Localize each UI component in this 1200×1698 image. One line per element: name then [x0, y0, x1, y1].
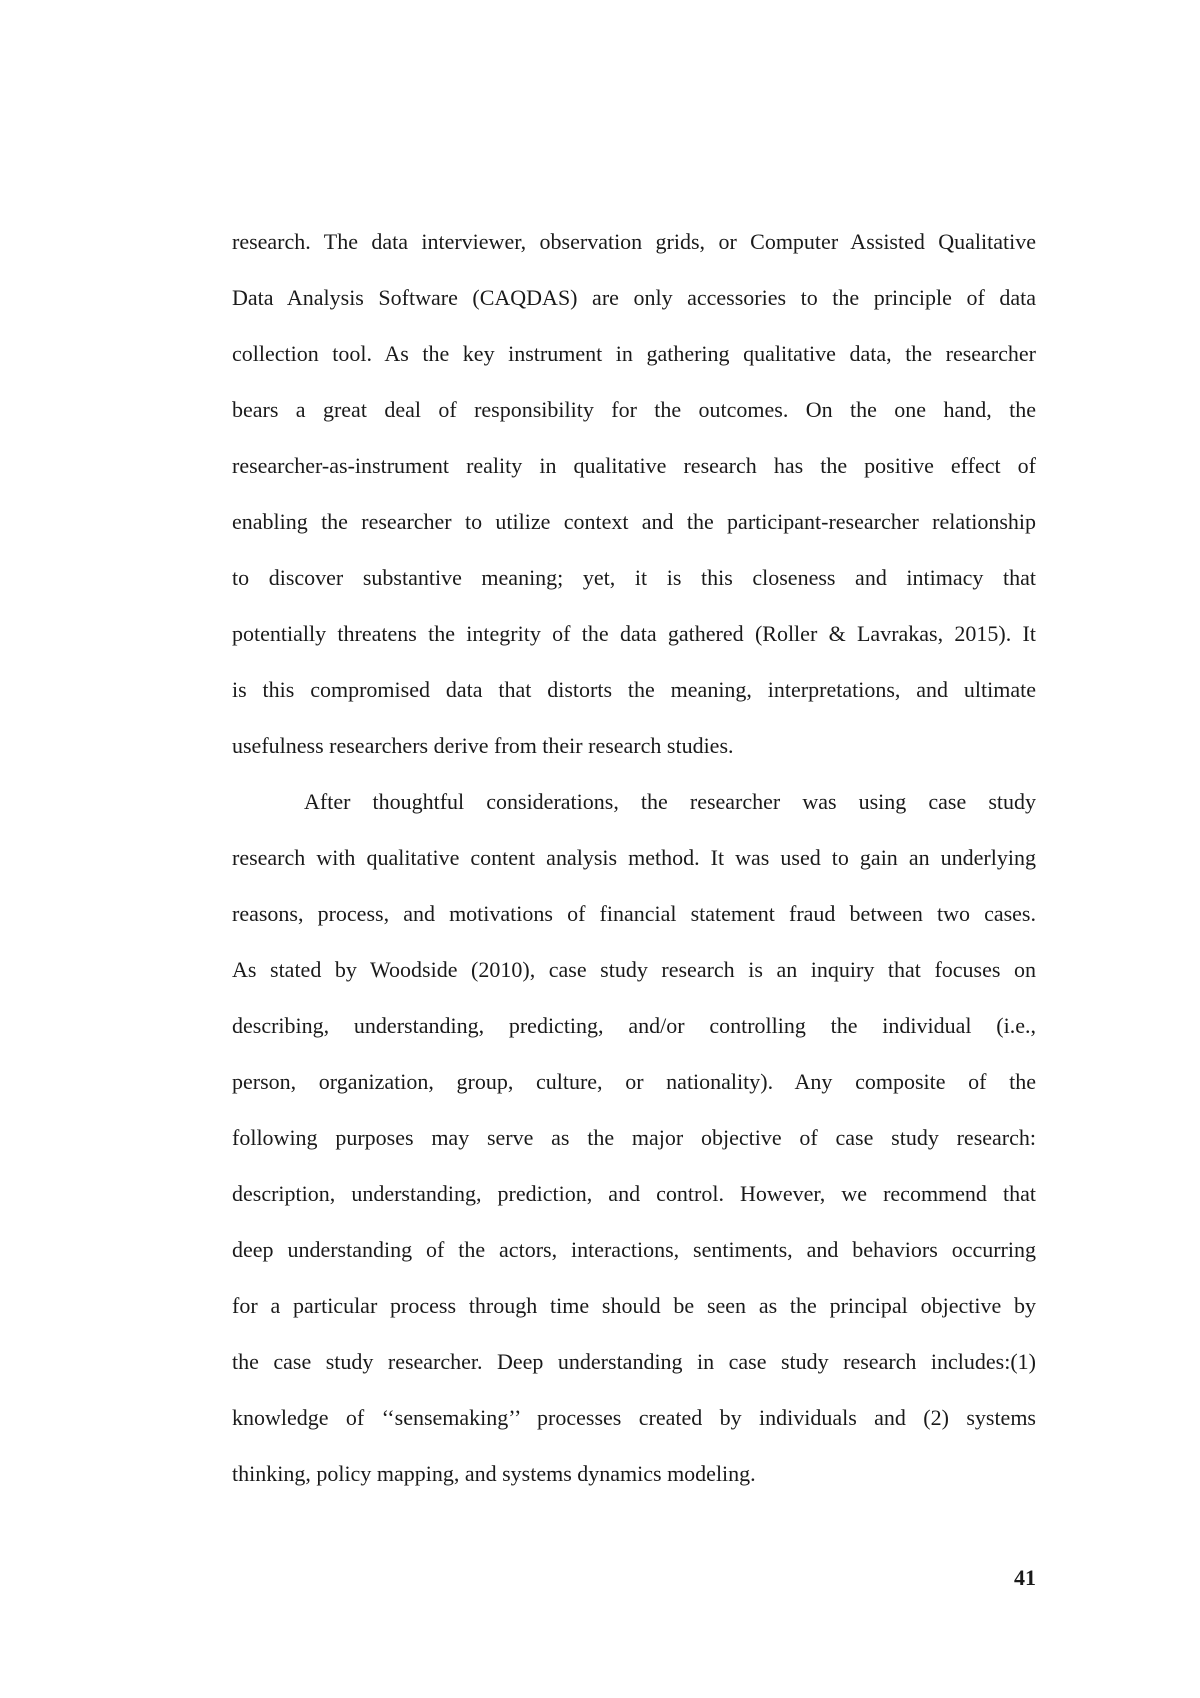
text-line: As stated by Woodside (2010), case study research is an inquiry that focuses on [232, 957, 1036, 982]
text-line: is this compromised data that distorts the meaning, interpretations, and ultimate [232, 677, 1036, 702]
page-number: 41 [1014, 1565, 1036, 1590]
text-line: research with qualitative content analysis method. It was used to gain an underlying [232, 845, 1036, 870]
text-line: the case study researcher. Deep understanding in case study research includes:(1) [232, 1349, 1036, 1374]
text-line: description, understanding, prediction, and control. However, we recommend that [232, 1181, 1036, 1206]
text-line: following purposes may serve as the major objective of case study research: [232, 1125, 1036, 1150]
text-line: collection tool. As the key instrument in gathering qualitative data, the researcher [232, 341, 1036, 366]
text-line: Data Analysis Software (CAQDAS) are only accessories to the principle of data [232, 285, 1036, 310]
text-line: describing, understanding, predicting, and/or controlling the individual (i.e., [232, 1013, 1036, 1038]
text-line: bears a great deal of responsibility for the outcomes. On the one hand, the [232, 397, 1036, 422]
text-line: reasons, process, and motivations of financial statement fraud between two cases. [232, 901, 1036, 926]
text-line: After thoughtful considerations, the researcher was using case study [304, 789, 1036, 814]
text-line: usefulness researchers derive from their research studies. [232, 733, 734, 758]
text-line: person, organization, group, culture, or nationality). Any composite of the [232, 1069, 1036, 1094]
text-line: researcher-as-instrument reality in qualitative research has the positive effect of [232, 453, 1036, 478]
text-line: research. The data interviewer, observation grids, or Computer Assisted Qualitative [232, 229, 1036, 254]
text-line: for a particular process through time should be seen as the principal objective by [232, 1293, 1036, 1318]
text-line: to discover substantive meaning; yet, it is this closeness and intimacy that [232, 565, 1036, 590]
text-line: deep understanding of the actors, interactions, sentiments, and behaviors occurring [232, 1237, 1036, 1262]
paragraph-2 [232, 774, 1036, 1502]
text-line: enabling the researcher to utilize context and the participant-researcher relationship [232, 509, 1036, 534]
paragraph-1 [232, 214, 1036, 774]
text-line: potentially threatens the integrity of the data gathered (Roller & Lavrakas, 2015). It [232, 621, 1036, 646]
text-line: knowledge of ‘‘sensemaking’’ processes created by individuals and (2) systems [232, 1405, 1036, 1430]
text-line: thinking, policy mapping, and systems dynamics modeling. [232, 1461, 756, 1486]
page-body [232, 214, 1036, 1502]
